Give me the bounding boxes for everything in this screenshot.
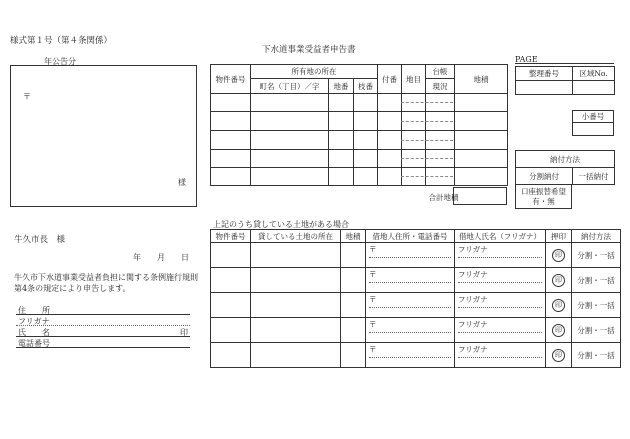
address-line[interactable] [16,314,190,315]
page-label: PAGE [515,55,538,64]
col-property-no: 物件番号 [211,65,251,94]
table-row: 〒 フリガナ 印 分割・一括 [211,318,621,343]
form-label: 様式第１号（第４条関係） [10,36,113,46]
seal-char: 印 [180,328,188,337]
col-branch-no: 枝番 [354,79,378,94]
declaration-line-1: 牛久市下水道事業受益者負担に関する条例施行規則 [14,273,198,282]
address-label: 住 所 [18,306,50,315]
col-sub-no: 付番 [378,65,402,94]
postal-mark: 〒 [23,92,31,101]
lump-sum-label: 一括納付 [573,168,615,185]
lease-col-seal: 押印 [546,230,572,243]
table-row: 〒 フリガナ 印 分割・一括 [211,343,621,368]
seal-mark: 印 [552,324,565,337]
small-no-table [572,110,614,136]
seal-mark: 印 [552,349,565,362]
payment-choice[interactable]: 分割・一括 [572,293,621,318]
payment-choice[interactable]: 分割・一括 [572,268,621,293]
date-line: 年 月 日 [133,253,189,262]
lease-col-lessee-address: 借地人住所・電話番号 [366,230,455,243]
account-transfer-cell: 口座振替希望 有・無 [516,185,572,209]
col-town: 町名（丁目）／字 [251,79,329,94]
col-ledger: 台帳 [426,65,455,79]
total-area-box [453,187,507,205]
lease-col-area: 地積 [341,230,366,243]
seal-mark: 印 [552,299,565,312]
name-label: 氏 名 [18,328,50,337]
mayor-address: 牛久市長 様 [14,235,66,245]
col-area: 地積 [455,65,508,94]
col-current: 現況 [426,79,455,94]
table-row [211,94,508,112]
col-location: 所有地の所在 [251,65,378,79]
furigana-label: フリガナ [18,317,50,326]
table-row [211,150,508,168]
district-no-label: 区域No. [573,67,615,81]
installment-label: 分割納付 [516,168,573,185]
payment-choice[interactable]: 分割・一括 [572,243,621,268]
declaration-line-2: 第4条の規定により申告します。 [14,284,131,293]
lease-col-property-no: 物件番号 [211,230,251,243]
lease-table [210,229,621,368]
page-title: 下水道事業受益者申告書 [262,45,356,55]
payment-choice[interactable]: 分割・一括 [572,318,621,343]
total-area-label: 合計地積 [428,192,459,202]
account-transfer-table [515,184,572,209]
table-row: 〒 フリガナ 印 分割・一括 [211,293,621,318]
phone-line[interactable] [16,347,190,348]
lease-col-payment: 納付方法 [572,230,621,243]
management-table [515,66,615,95]
seal-mark: 印 [552,274,565,287]
address-box [10,65,197,207]
name-line[interactable] [16,336,190,337]
small-no-label: 小番号 [573,111,614,123]
table-row [211,131,508,150]
payment-table [515,150,615,185]
phone-label: 電話番号 [18,339,50,348]
honorific: 様 [178,178,186,187]
payment-choice[interactable]: 分割・一括 [572,343,621,368]
lease-col-location: 貸している土地の所在 [251,230,341,243]
management-no-label: 整理番号 [516,67,573,81]
table-row: 〒 フリガナ 印 分割・一括 [211,268,621,293]
lease-col-lessee-name: 借地人氏名（フリガナ） [455,230,546,243]
payment-method-label: 納付方法 [516,151,615,168]
seal-mark: 印 [552,249,565,262]
col-land-category: 地目 [402,65,426,94]
table-row [211,168,508,186]
table-row [211,112,508,131]
table-row: 〒 フリガナ 印 分割・一括 [211,243,621,268]
year-notice: 年公告分 [44,57,76,66]
lease-heading: 上記のうち貸している土地がある場合 [213,220,349,229]
col-lot-no: 地番 [329,79,354,94]
